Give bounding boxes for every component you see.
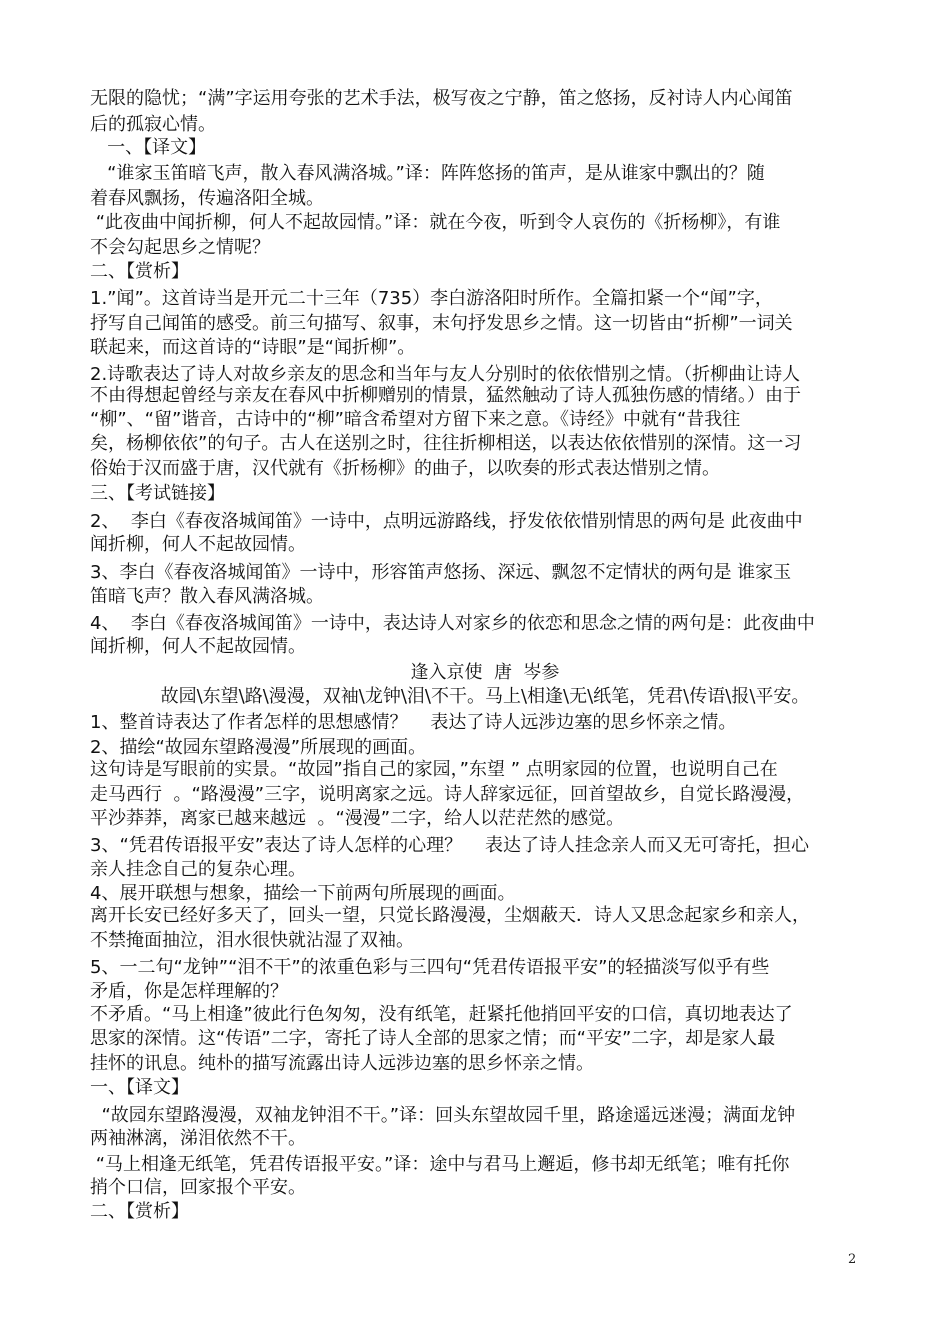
text-line: 闻折柳，何人不起故园情。	[90, 534, 306, 555]
text-line: “故园东望路漫漫，双袖龙钟泪不干。”译：回头东望故园千里，路途遥远迷漫；满面龙钟	[90, 1105, 796, 1126]
text-line: 着春风飘扬，传遍洛阳全城。	[90, 188, 324, 209]
text-line: 抒写自己闻笛的感受。前三句描写、叙事，末句抒发思乡之情。这一切皆由“折柳”一词关	[90, 313, 793, 334]
text-line: 思家的深情。这“传语”二字，寄托了诗人全部的思家之情；而“平安”二字，却是家人最	[90, 1028, 776, 1049]
text-line: 闻折柳，何人不起故园情。	[90, 636, 306, 657]
text-line: 亲人挂念自己的复杂心理。	[90, 859, 306, 880]
text-line: 走马西行 。“路漫漫”三字，说明离家之远。诗人辞家远征，回首望故乡，自觉长路漫漫，	[90, 784, 805, 805]
text-line: 俗始于汉而盛于唐，汉代就有《折杨柳》的曲子，以吹奏的形式表达惜别之情。	[90, 458, 720, 479]
text-line: 两袖淋漓，涕泪依然不干。	[90, 1128, 306, 1149]
text-line: 联起来，而这首诗的“诗眼”是“闻折柳”。	[90, 337, 416, 358]
text-line: 4、 李白《春夜洛城闻笛》一诗中，表达诗人对家乡的依恋和思念之情的两句是：此夜曲中	[90, 613, 815, 634]
text-line: 无限的隐忧；“满”字运用夸张的艺术手法，极写夜之宁静，笛之悠扬，反衬诗人内心闻笛	[90, 88, 793, 109]
section-heading: 一、【译文】	[90, 1077, 189, 1098]
text-line: 3、李白《春夜洛城闻笛》一诗中，形容笛声悠扬、深远、飘忽不定情状的两句是 谁家玉	[90, 562, 792, 583]
text-line: 捎个口信，回家报个平安。	[90, 1177, 306, 1198]
text-line: 不会勾起思乡之情呢？	[90, 237, 270, 258]
question-line: 1、整首诗表达了作者怎样的思想感情？ 表达了诗人远涉边塞的思乡怀亲之情。	[90, 712, 737, 733]
text-line: 不由得想起曾经与亲友在春风中折柳赠别的情景，猛然触动了诗人孤独伤感的情绪。）由于	[90, 385, 801, 406]
poem-title: 逢入京使 唐 岑参	[410, 662, 560, 683]
text-line: 2、 李白《春夜洛城闻笛》一诗中，点明远游路线，抒发依依惜别情思的两句是 此夜曲中	[90, 511, 803, 532]
text-line: 矣，杨柳依依”的句子。古人在送别之时，往往折柳相送，以表达依依惜别的深情。这一习	[90, 433, 802, 454]
section-heading: 一、【译文】	[90, 137, 207, 158]
text-line: 离开长安已经好多天了，回头一望，只觉长路漫漫，尘烟蔽天．诗人又思念起家乡和亲人，	[90, 905, 810, 926]
text-line: “柳”、“留”谐音，古诗中的“柳”暗含希望对方留下来之意。《诗经》中就有“昔我往	[90, 409, 741, 430]
question-line: 2、描绘“故园东望路漫漫”所展现的画面。	[90, 737, 427, 758]
text-line: 挂怀的讯息。纯朴的描写流露出诗人远涉边塞的思乡怀亲之情。	[90, 1053, 594, 1074]
question-line: 4、展开联想与想象，描绘一下前两句所展现的画面。	[90, 883, 516, 904]
text-line: 后的孤寂心情。	[90, 114, 216, 135]
page-number: 2	[848, 1252, 857, 1267]
text-line: 矛盾，你是怎样理解的？	[90, 981, 288, 1002]
text-line: 1.”闻”。这首诗当是开元二十三年（735）李白游洛阳时所作。全篇扣紧一个“闻”字，	[90, 288, 773, 309]
question-line: 5、一二句“龙钟”“泪不干”的浓重色彩与三四句“凭君传语报平安”的轻描淡写似乎有些	[90, 957, 770, 978]
section-heading: 三、【考试链接】	[90, 483, 225, 504]
section-heading: 二、【赏析】	[90, 1201, 189, 1222]
text-line: “此夜曲中闻折柳，何人不起故园情。”译：就在今夜，听到令人哀伤的《折杨柳》，有谁	[90, 212, 781, 233]
text-line: 2.诗歌表达了诗人对故乡亲友的思念和当年与友人分别时的依依惜别之情。（折柳曲让诗人	[90, 364, 801, 385]
text-line: 笛暗飞声？散入春风满洛城。	[90, 586, 324, 607]
text-line: “马上相逢无纸笔，凭君传语报平安。”译：途中与君马上邂逅，修书却无纸笔；唯有托你	[90, 1154, 790, 1175]
poem-text: 故园\东望\路\漫漫，双袖\龙钟\泪\不干。马上\相逢\无\纸笔，凭君\传语\报\平安。	[160, 686, 810, 707]
text-line: 不矛盾。“马上相逢”彼此行色匆匆，没有纸笔，赶紧托他捎回平安的口信，真切地表达了	[90, 1004, 793, 1025]
text-line: 平沙莽莽，离家已越来越远 。“漫漫”二字，给人以茫茫然的感觉。	[90, 808, 625, 829]
text-line: 这句诗是写眼前的实景。“故园”指自己的家园，”东望 ” 点明家园的位置，也说明自己在	[90, 759, 778, 780]
question-line: 3、“凭君传语报平安”表达了诗人怎样的心理？ 表达了诗人挂念亲人而又无可寄托，担心	[90, 835, 809, 856]
text-line: “谁家玉笛暗飞声，散入春风满洛城。”译：阵阵悠扬的笛声，是从谁家中飘出的？随	[90, 163, 765, 184]
text-line: 不禁掩面抽泣，泪水很快就沾湿了双袖。	[90, 930, 414, 951]
section-heading: 二、【赏析】	[90, 261, 189, 282]
